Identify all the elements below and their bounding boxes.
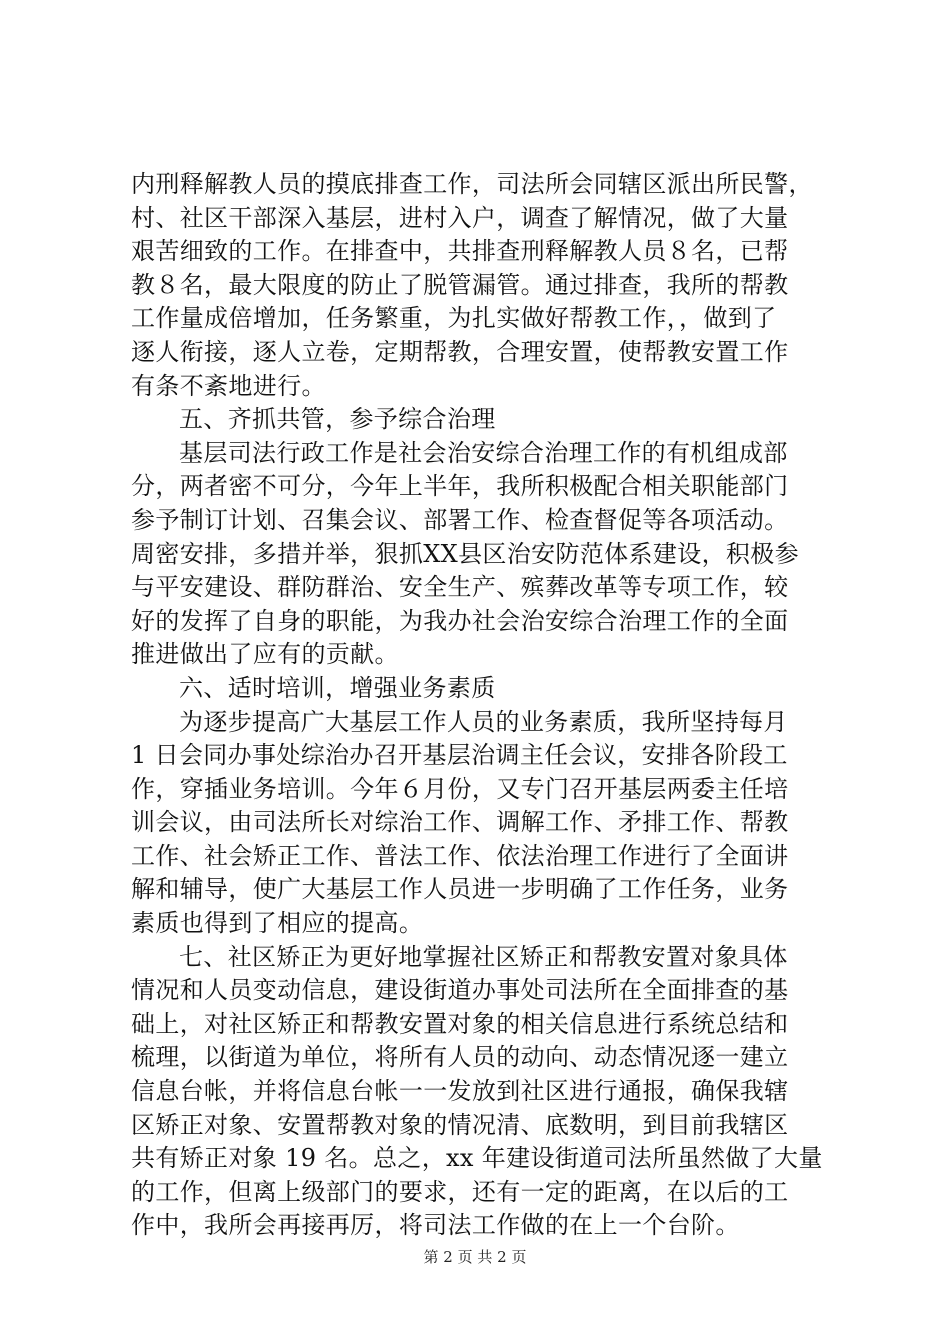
- text-line: 训会议，由司法所长对综治工作、调解工作、矛排工作、帮教: [131, 808, 789, 837]
- text-line: 周密安排，多措并举，狠抓XX县区治安防范体系建设，积极参: [131, 539, 799, 568]
- text-line: 的工作，但离上级部门的要求，还有一定的距离，在以后的工: [131, 1177, 789, 1206]
- text-line: 推进做出了应有的贡献。: [131, 640, 399, 669]
- text-line: 础上，对社区矫正和帮教安置对象的相关信息进行系统总结和: [131, 1009, 789, 1038]
- text-line: 村、社区干部深入基层，进村入户，调查了解情况，做了大量: [131, 203, 789, 232]
- text-line: 共有矫正对象 19 名。总之，xx 年建设街道司法所虽然做了大量: [131, 1144, 823, 1173]
- text-line: 工作量成倍增加，任务繁重，为扎实做好帮教工作，，做到了: [131, 304, 777, 333]
- text-line: 素质也得到了相应的提高。: [131, 909, 424, 938]
- text-line: 1 日会同办事处综治办召开基层治调主任会议，安排各阶段工: [131, 741, 788, 770]
- text-line: 为逐步提高广大基层工作人员的业务素质，我所坚持每月: [179, 707, 788, 736]
- text-line: 工作、社会矫正工作、普法工作、依法治理工作进行了全面讲: [131, 841, 789, 870]
- text-line: 内刑释解教人员的摸底排查工作，司法所会同辖区派出所民警，: [131, 170, 813, 198]
- text-line: 作，穿插业务培训。今年６月份，又专门召开基层两委主任培: [131, 774, 789, 803]
- document-body: [131, 168, 831, 1243]
- text-line: 教８名，最大限度的防止了脱管漏管。通过排查，我所的帮教: [131, 270, 789, 299]
- text-line: 作中，我所会再接再厉，将司法工作做的在上一个台阶。: [131, 1211, 740, 1240]
- text-line: 分，两者密不可分，今年上半年，我所积极配合相关职能部门: [131, 472, 789, 501]
- page-footer: 第 2 页 共 2 页: [423, 1248, 527, 1266]
- text-line: 逐人衔接，逐人立卷，定期帮教，合理安置，使帮教安置工作: [131, 337, 789, 366]
- text-line: 七、社区矫正为更好地掌握社区矫正和帮教安置对象具体: [179, 942, 788, 971]
- text-line: 与平安建设、群防群治、安全生产、殡葬改革等专项工作，较: [131, 573, 789, 602]
- text-line: 区矫正对象、安置帮教对象的情况清、底数明，到目前我辖区: [131, 1110, 789, 1139]
- text-line: 情况和人员变动信息，建设街道办事处司法所在全面排查的基: [131, 976, 789, 1005]
- text-line: 好的发挥了自身的职能，为我办社会治安综合治理工作的全面: [131, 606, 789, 635]
- text-line: 基层司法行政工作是社会治安综合治理工作的有机组成部: [179, 438, 788, 467]
- text-line: 参予制订计划、召集会议、部署工作、检查督促等各项活动。: [131, 505, 789, 534]
- text-line: 解和辅导，使广大基层工作人员进一步明确了工作任务，业务: [131, 875, 789, 904]
- text-line: 有条不紊地进行。: [131, 371, 326, 400]
- text-line: 梳理，以街道为单位，将所有人员的动向、动态情况逐一建立: [131, 1043, 789, 1072]
- text-line: 信息台帐，并将信息台帐一一发放到社区进行通报，确保我辖: [131, 1077, 789, 1106]
- text-line: 六、适时培训，增强业务素质: [179, 673, 496, 702]
- text-line: 艰苦细致的工作。在排查中，共排查刑释解教人员８名，已帮: [131, 237, 789, 266]
- text-line: 五、齐抓共管，参予综合治理: [179, 405, 496, 434]
